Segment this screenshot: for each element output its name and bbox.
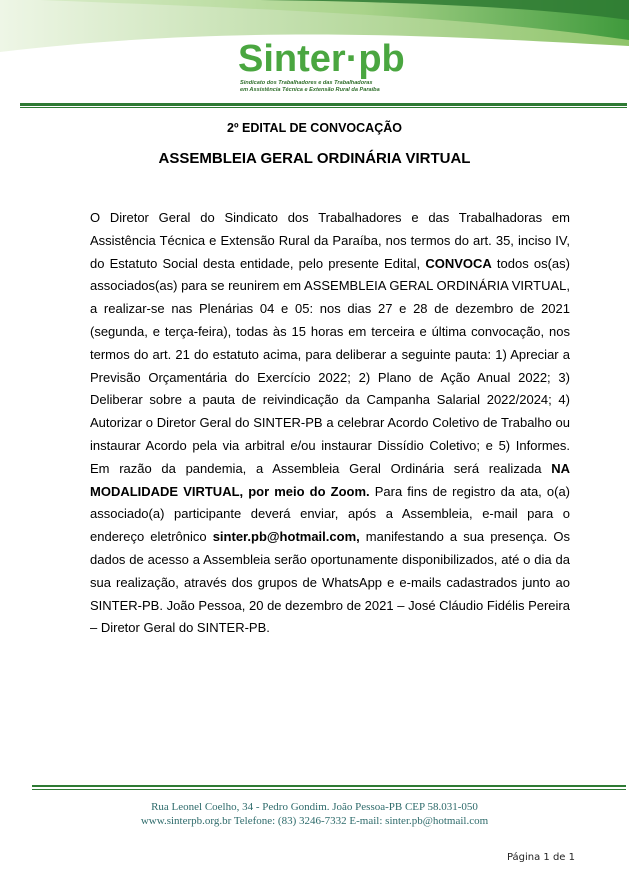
- footer-rule-thin: [32, 789, 626, 790]
- logo-tagline: Sindicato dos Trabalhadores e das Trabalhadoras em Assistência Técnica e Extensão Rural da Paraíba: [240, 80, 380, 93]
- page-number: Página 1 de 1: [506, 852, 575, 863]
- logo-wordmark: Sinter·pb: [238, 38, 405, 80]
- document-title: ASSEMBLEIA GERAL ORDINÁRIA VIRTUAL: [158, 150, 471, 167]
- modalidade-emphasis: NA MODALIDADE VIRTUAL, por meio do Zoom.: [90, 460, 570, 499]
- header-rule-thin: [20, 107, 627, 108]
- edital-heading: 2º EDITAL DE CONVOCAÇÃO: [227, 121, 402, 135]
- footer-contact: www.sinterpb.org.br Telefone: (83) 3246-7332 E-mail: sinter.pb@hotmail.com: [140, 815, 489, 827]
- email-emphasis: sinter.pb@hotmail.com,: [212, 529, 360, 545]
- footer-rule: [32, 785, 626, 787]
- body-paragraph: O Diretor Geral do Sindicato dos Trabalhadores e das Trabalhadoras em Assistência Técnica e Extensão Rural da Paraíba, nos termos do art. 35, inciso IV, do Estatuto Social desta entidade, pelo presente Edital, CONVOCA todos os(as) associados(as) para se reunirem em ASSEMBLEIA GERAL ORDINÁRIA VIRTUAL, a realizar-se nas Plenárias 04 e 05: nos dias 27 e 28 de dezembro de 2021 (segunda, e terça-feira), todas às 15 horas em terceira e última convocação, nos termos do art. 21 do estatuto acima, para deliberar a seguinte pauta: 1) Apreciar a Previsão Orçamentária do Exercício 2022; 2) Plano de Ação Anual 2022; 3) Deliberar sobre a pauta de reivindicação da Campanha Salarial 2022/2024; 4) Autorizar o Diretor Geral do SINTER-PB a celebrar Acordo Coletivo de Trabalho ou instaurar Acordo pela via arbitral e/ou instaurar Dissídio Coletivo; e 5) Informes. Em razão da pandemia, a Assembleia Geral Ordinária será realizada NA MODALIDADE VIRTUAL, por meio do Zoom. Para fins de registro da ata, o(a) associado(a) participante deverá enviar, após a Assembleia, e-mail para o endereço eletrônico sinter.pb@hotmail.com, manifestando a sua presença. Os dados de acesso a Assembleia serão oportunamente disponibilizados, até o dia da sua realização, através dos grupos de WhatsApp e e-mails cadastrados junto ao SINTER-PB. João Pessoa, 20 de dezembro de 2021 – José Cláudio Fidélis Pereira – Diretor Geral do SINTER-PB.: [90, 210, 571, 636]
- header-rule: [20, 103, 627, 106]
- footer-address: Rua Leonel Coelho, 34 - Pedro Gondim. João Pessoa-PB CEP 58.031-050: [151, 801, 478, 813]
- sinter-pb-logo: [238, 38, 428, 100]
- convoca-emphasis: CONVOCA: [425, 255, 492, 271]
